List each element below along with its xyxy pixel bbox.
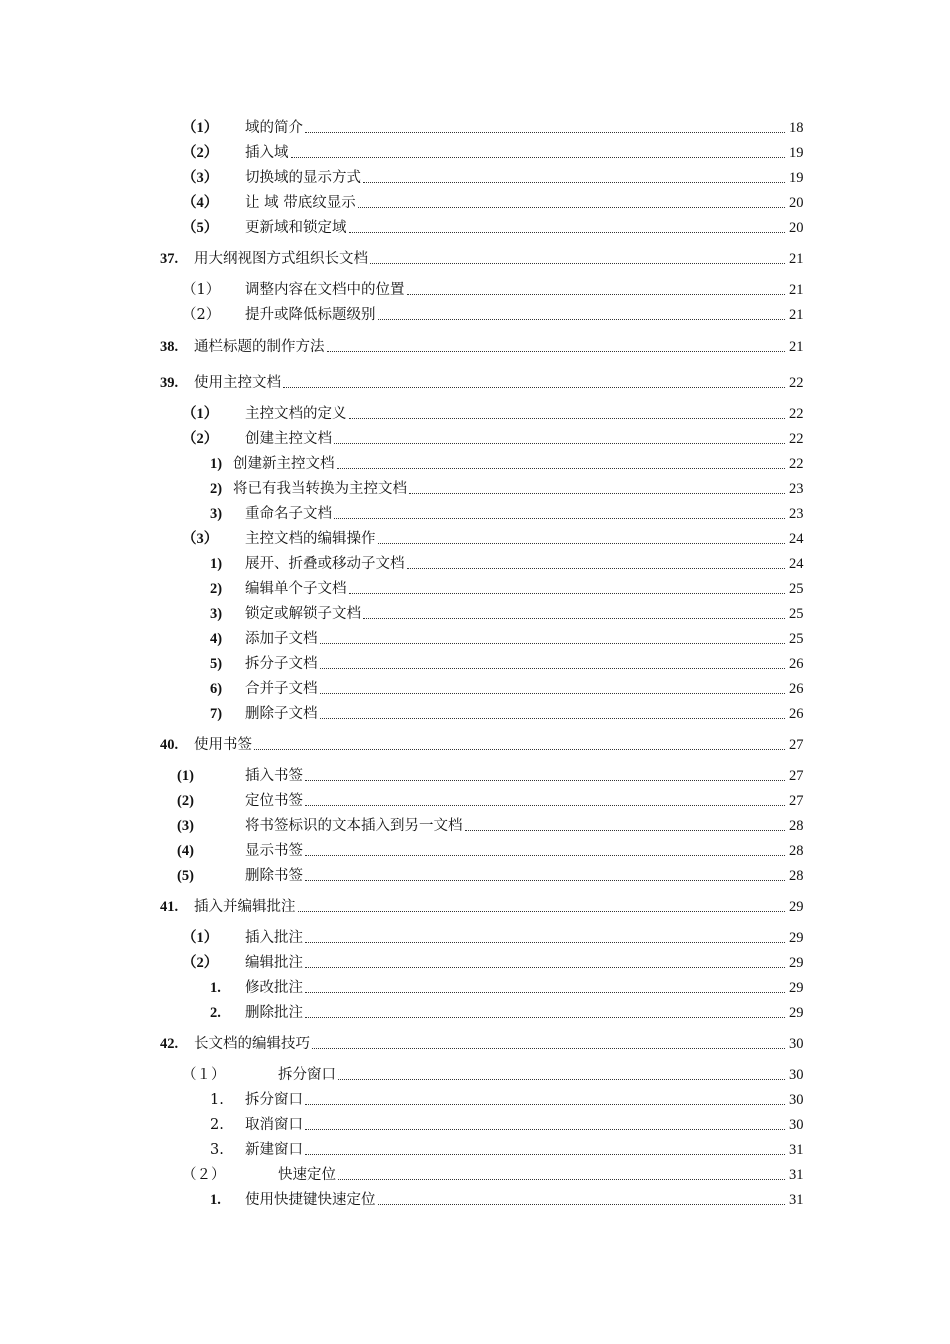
- toc-entry-number: （3）: [182, 170, 219, 186]
- toc-entry-title: 新建窗口: [245, 1142, 303, 1158]
- toc-entry[interactable]: [0, 167, 950, 189]
- toc-entry-page-number: 28: [789, 843, 804, 859]
- toc-dot-leader: [305, 780, 785, 781]
- toc-dot-leader: [305, 942, 785, 943]
- toc-entry[interactable]: [0, 372, 950, 394]
- toc-entry-title: 编辑单个子文档: [245, 581, 347, 597]
- toc-entry[interactable]: [0, 1189, 950, 1211]
- toc-entry[interactable]: [0, 428, 950, 450]
- toc-entry-title: 域的简介: [245, 120, 303, 136]
- toc-entry[interactable]: [0, 528, 950, 550]
- toc-entry-number: 42.: [160, 1036, 179, 1052]
- toc-entry-number: 41.: [160, 899, 179, 915]
- toc-dot-leader: [305, 880, 785, 881]
- toc-entry-number: 39.: [160, 375, 179, 391]
- toc-entry-page-number: 22: [789, 406, 804, 422]
- toc-dot-leader: [338, 1179, 785, 1180]
- toc-dot-leader: [305, 1129, 785, 1130]
- toc-entry-number: 40.: [160, 737, 179, 753]
- toc-entry-page-number: 24: [789, 531, 804, 547]
- toc-entry-title: 创建新主控文档: [233, 456, 335, 472]
- toc-entry[interactable]: [0, 1089, 950, 1111]
- toc-entry-title: 拆分窗口: [245, 1092, 303, 1108]
- toc-dot-leader: [320, 718, 786, 719]
- toc-entry[interactable]: [0, 977, 950, 999]
- toc-entry-page-number: 30: [789, 1092, 804, 1108]
- toc-entry-number: 38.: [160, 339, 179, 355]
- toc-entry-title: 创建主控文档: [245, 431, 332, 447]
- toc-entry[interactable]: [0, 628, 950, 650]
- toc-entry[interactable]: [0, 578, 950, 600]
- toc-dot-leader: [407, 294, 786, 295]
- toc-entry-number: (5): [177, 868, 194, 884]
- toc-entry-title: 重命名子文档: [245, 506, 332, 522]
- toc-entry-page-number: 18: [789, 120, 804, 136]
- toc-entry-title: 插入批注: [245, 930, 303, 946]
- toc-entry-title: 使用快捷键快速定位: [245, 1192, 376, 1208]
- toc-entry-number: 7): [210, 706, 223, 722]
- toc-entry-page-number: 26: [789, 681, 804, 697]
- toc-entry-page-number: 19: [789, 170, 804, 186]
- toc-entry-page-number: 25: [789, 581, 804, 597]
- toc-entry[interactable]: [0, 279, 950, 301]
- toc-entry-page-number: 29: [789, 980, 804, 996]
- toc-entry-page-number: 21: [789, 307, 804, 323]
- toc-dot-leader: [305, 805, 785, 806]
- toc-dot-leader: [254, 749, 785, 750]
- toc-entry[interactable]: [0, 1064, 950, 1086]
- toc-entry-number: 1): [210, 556, 223, 572]
- toc-entry-number: （1）: [182, 406, 219, 422]
- toc-entry-page-number: 31: [789, 1142, 804, 1158]
- toc-dot-leader: [305, 1017, 785, 1018]
- toc-entry-number: 2): [210, 481, 223, 497]
- toc-entry[interactable]: [0, 927, 950, 949]
- toc-entry[interactable]: [0, 142, 950, 164]
- toc-entry-number: 1): [210, 456, 223, 472]
- toc-entry-number: （1）: [182, 120, 219, 136]
- toc-entry-page-number: 22: [789, 431, 804, 447]
- toc-entry[interactable]: [0, 304, 950, 326]
- toc-entry-number: 3): [210, 606, 223, 622]
- toc-entry-number: （3）: [182, 531, 219, 547]
- toc-entry-number: (1): [177, 768, 194, 784]
- toc-entry[interactable]: [0, 815, 950, 837]
- toc-dot-leader: [337, 468, 786, 469]
- toc-dot-leader: [363, 618, 785, 619]
- toc-entry[interactable]: [0, 678, 950, 700]
- toc-entry-title: 调整内容在文档中的位置: [245, 282, 405, 298]
- toc-entry-page-number: 23: [789, 506, 804, 522]
- toc-entry-number: (2): [177, 793, 194, 809]
- toc-dot-leader: [305, 1154, 785, 1155]
- toc-entry-number: 1.: [210, 1092, 224, 1108]
- toc-entry-number: （5）: [182, 220, 219, 236]
- toc-entry-number: 2.: [210, 1005, 221, 1021]
- toc-dot-leader: [334, 518, 785, 519]
- toc-dot-leader: [358, 207, 785, 208]
- toc-entry-page-number: 29: [789, 1005, 804, 1021]
- toc-entry-page-number: 27: [789, 737, 804, 753]
- toc-entry-page-number: 27: [789, 768, 804, 784]
- toc-entry-number: (3): [177, 818, 194, 834]
- toc-entry-number: 37.: [160, 251, 179, 267]
- toc-entry-title: 主控文档的编辑操作: [245, 531, 376, 547]
- toc-entry-title: 锁定或解锁子文档: [245, 606, 361, 622]
- toc-dot-leader: [320, 668, 786, 669]
- toc-dot-leader: [334, 443, 785, 444]
- toc-entry-title: 提升或降低标题级别: [245, 307, 376, 323]
- toc-entry[interactable]: [0, 790, 950, 812]
- toc-entry-title: 更新域和锁定域: [245, 220, 347, 236]
- toc-entry[interactable]: [0, 1114, 950, 1136]
- toc-dot-leader: [349, 232, 786, 233]
- toc-entry-page-number: 30: [789, 1067, 804, 1083]
- toc-entry-title: 用大纲视图方式组织长文档: [194, 251, 368, 267]
- toc-dot-leader: [407, 568, 786, 569]
- toc-dot-leader: [312, 1048, 785, 1049]
- toc-entry-number: （１）: [182, 1067, 226, 1083]
- toc-entry-page-number: 21: [789, 282, 804, 298]
- toc-dot-leader: [291, 157, 786, 158]
- toc-entry-title: 取消窗口: [245, 1117, 303, 1133]
- toc-entry-number: （1）: [182, 930, 219, 946]
- toc-entry-number: 2): [210, 581, 223, 597]
- toc-entry[interactable]: [0, 403, 950, 425]
- toc-entry-page-number: 26: [789, 706, 804, 722]
- toc-entry[interactable]: [0, 1164, 950, 1186]
- toc-entry-number: （2）: [182, 431, 219, 447]
- toc-entry[interactable]: [0, 1033, 950, 1055]
- toc-dot-leader: [378, 1204, 786, 1205]
- toc-entry[interactable]: [0, 453, 950, 475]
- toc-entry-page-number: 29: [789, 930, 804, 946]
- toc-entry-title: 编辑批注: [245, 955, 303, 971]
- toc-entry[interactable]: [0, 117, 950, 139]
- toc-entry-title: 使用主控文档: [194, 375, 281, 391]
- toc-entry[interactable]: [0, 765, 950, 787]
- toc-entry-title: 将书签标识的文本插入到另一文档: [245, 818, 463, 834]
- toc-dot-leader: [305, 855, 785, 856]
- toc-entry[interactable]: [0, 1002, 950, 1024]
- toc-dot-leader: [378, 319, 786, 320]
- toc-entry-page-number: 19: [789, 145, 804, 161]
- toc-entry[interactable]: [0, 553, 950, 575]
- toc-entry-number: (4): [177, 843, 194, 859]
- toc-entry-number: 2.: [210, 1117, 224, 1133]
- toc-entry-page-number: 29: [789, 899, 804, 915]
- toc-dot-leader: [283, 387, 785, 388]
- toc-entry-page-number: 21: [789, 251, 804, 267]
- toc-dot-leader: [298, 911, 786, 912]
- toc-entry-page-number: 28: [789, 818, 804, 834]
- toc-entry-number: （2）: [182, 955, 219, 971]
- toc-entry-page-number: 26: [789, 656, 804, 672]
- toc-entry[interactable]: [0, 653, 950, 675]
- toc-entry-title: 删除书签: [245, 868, 303, 884]
- toc-entry[interactable]: [0, 503, 950, 525]
- toc-entry-title: 拆分窗口: [278, 1067, 336, 1083]
- toc-entry-page-number: 25: [789, 631, 804, 647]
- toc-dot-leader: [320, 643, 786, 644]
- toc-entry-number: 3.: [210, 1142, 224, 1158]
- toc-entry-page-number: 24: [789, 556, 804, 572]
- toc-dot-leader: [465, 830, 786, 831]
- toc-entry-page-number: 23: [789, 481, 804, 497]
- toc-entry-title: 将已有我当转换为主控文档: [233, 481, 407, 497]
- toc-entry-number: 1.: [210, 1192, 221, 1208]
- toc-entry[interactable]: [0, 1139, 950, 1161]
- toc-entry[interactable]: [0, 336, 950, 358]
- toc-entry-number: 5): [210, 656, 223, 672]
- toc-entry-title: 让 域 带底纹显示: [245, 195, 356, 211]
- toc-entry-title: 定位书签: [245, 793, 303, 809]
- toc-entry-page-number: 30: [789, 1036, 804, 1052]
- toc-entry-title: 长文档的编辑技巧: [194, 1036, 310, 1052]
- toc-entry[interactable]: [0, 248, 950, 270]
- toc-entry-page-number: 20: [789, 220, 804, 236]
- toc-dot-leader: [327, 351, 786, 352]
- toc-entry-page-number: 22: [789, 456, 804, 472]
- toc-entry-title: 插入书签: [245, 768, 303, 784]
- toc-dot-leader: [409, 493, 785, 494]
- toc-entry-title: 插入并编辑批注: [194, 899, 296, 915]
- toc-entry[interactable]: [0, 865, 950, 887]
- toc-entry-page-number: 21: [789, 339, 804, 355]
- toc-entry-page-number: 25: [789, 606, 804, 622]
- toc-entry-title: 切换域的显示方式: [245, 170, 361, 186]
- toc-entry-title: 修改批注: [245, 980, 303, 996]
- toc-entry[interactable]: [0, 896, 950, 918]
- toc-entry-page-number: 31: [789, 1167, 804, 1183]
- toc-dot-leader: [305, 132, 785, 133]
- toc-entry[interactable]: [0, 192, 950, 214]
- toc-entry-page-number: 20: [789, 195, 804, 211]
- toc-entry-title: 使用书签: [194, 737, 252, 753]
- toc-entry-title: 快速定位: [278, 1167, 336, 1183]
- toc-entry-page-number: 31: [789, 1192, 804, 1208]
- toc-entry-title: 添加子文档: [245, 631, 318, 647]
- toc-entry-title: 主控文档的定义: [245, 406, 347, 422]
- toc-entry-page-number: 22: [789, 375, 804, 391]
- toc-dot-leader: [349, 593, 786, 594]
- toc-entry-number: 6): [210, 681, 223, 697]
- toc-entry-title: 删除批注: [245, 1005, 303, 1021]
- toc-dot-leader: [349, 418, 786, 419]
- toc-entry-title: 通栏标题的制作方法: [194, 339, 325, 355]
- toc-dot-leader: [378, 543, 786, 544]
- toc-entry-number: 4): [210, 631, 223, 647]
- toc-dot-leader: [305, 967, 785, 968]
- toc-entry[interactable]: [0, 840, 950, 862]
- toc-entry-number: 1.: [210, 980, 221, 996]
- toc-dot-leader: [370, 263, 785, 264]
- toc-entry-title: 删除子文档: [245, 706, 318, 722]
- toc-entry-number: （２）: [182, 1167, 226, 1183]
- toc-entry-number: （1）: [182, 282, 221, 298]
- toc-entry-title: 拆分子文档: [245, 656, 318, 672]
- toc-entry-title: 插入域: [245, 145, 289, 161]
- toc-entry-number: （4）: [182, 195, 219, 211]
- toc-entry[interactable]: [0, 478, 950, 500]
- toc-entry-page-number: 27: [789, 793, 804, 809]
- toc-dot-leader: [320, 693, 786, 694]
- toc-entry-title: 显示书签: [245, 843, 303, 859]
- toc-entry-title: 合并子文档: [245, 681, 318, 697]
- toc-entry-page-number: 28: [789, 868, 804, 884]
- toc-entry[interactable]: [0, 217, 950, 239]
- toc-dot-leader: [305, 992, 785, 993]
- toc-entry-number: （2）: [182, 145, 219, 161]
- toc-entry-page-number: 29: [789, 955, 804, 971]
- toc-entry-number: 3): [210, 506, 223, 522]
- toc-entry-number: （2）: [182, 307, 221, 323]
- toc-entry[interactable]: [0, 603, 950, 625]
- toc-entry[interactable]: [0, 952, 950, 974]
- toc-entry-page-number: 30: [789, 1117, 804, 1133]
- toc-dot-leader: [305, 1104, 785, 1105]
- toc-dot-leader: [338, 1079, 785, 1080]
- toc-entry[interactable]: [0, 703, 950, 725]
- toc-dot-leader: [363, 182, 785, 183]
- toc-entry-title: 展开、折叠或移动子文档: [245, 556, 405, 572]
- toc-entry[interactable]: [0, 734, 950, 756]
